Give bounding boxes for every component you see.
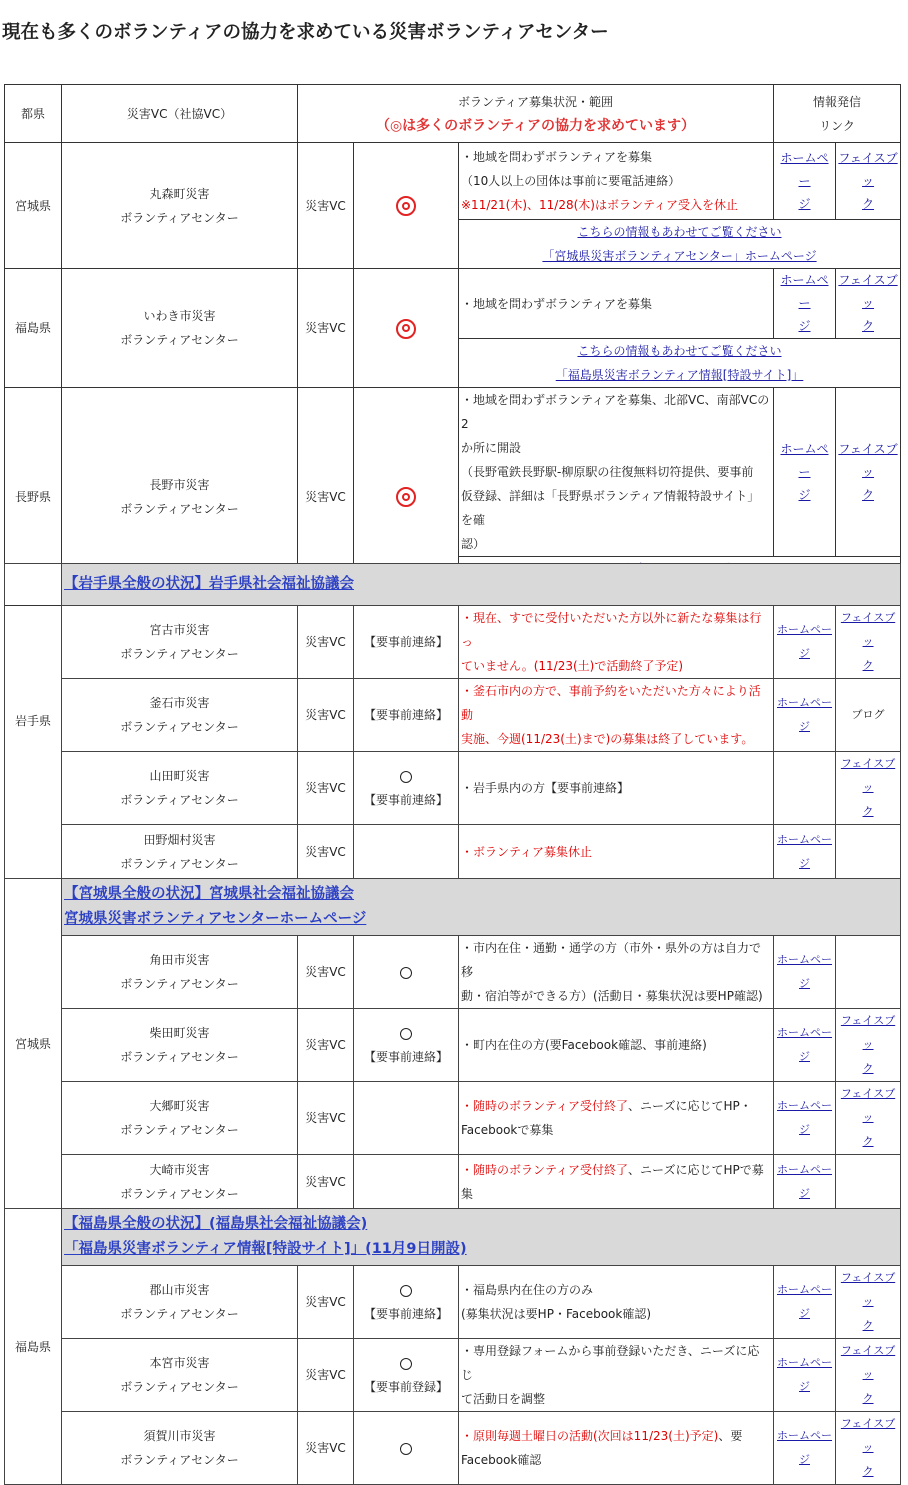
vc-name-suffix: ボランティアセンター xyxy=(120,1123,239,1137)
homepage-link-cell[interactable] xyxy=(774,606,836,679)
homepage-link-cell xyxy=(774,752,836,825)
table-row xyxy=(5,825,901,879)
facebook-link-cell[interactable] xyxy=(836,1082,901,1155)
facebook-link-cell[interactable] xyxy=(836,269,901,339)
more-info-cell[interactable] xyxy=(459,339,901,388)
table-row xyxy=(5,679,901,752)
vc-name: 長野市災害 xyxy=(149,477,210,492)
header-status-title: ボランティア募集状況・範囲 xyxy=(457,94,614,109)
facebook-link[interactable]: フェイスブッ ク xyxy=(840,1271,896,1332)
table-row xyxy=(5,752,901,825)
circle-icon xyxy=(356,764,456,788)
vc-name: 須賀川市災害 xyxy=(143,1429,216,1443)
facebook-link-cell[interactable] xyxy=(836,1412,901,1485)
recruit-desc xyxy=(459,936,774,1009)
desc-line: Facebook確認 xyxy=(461,1453,542,1467)
recruit-desc: ・町内在住の方(要Facebook確認、事前連絡) xyxy=(459,1009,774,1082)
desc-line: ・福島県内在住の方のみ xyxy=(461,1283,594,1297)
vc-name-cell xyxy=(62,936,298,1009)
table-row xyxy=(5,1339,901,1412)
vc-name: 大崎市災害 xyxy=(149,1162,210,1177)
facebook-link[interactable]: フェイスブッ ク xyxy=(840,1344,896,1405)
homepage-link[interactable]: ホームペー ジ xyxy=(777,1356,832,1393)
header-info-link: リンク xyxy=(819,118,855,133)
desc-line: Facebookで募集 xyxy=(461,1123,554,1137)
desc-line: ・地域を問わずボランティアを募集、北部VC、南部VCの2 xyxy=(461,393,770,431)
facebook-link[interactable]: フェイスブッ ク xyxy=(838,441,898,502)
desc-line-red: ※11/21(木)、11/28(木)はボランティア受入を休止 xyxy=(461,198,738,212)
homepage-link-cell[interactable] xyxy=(774,1009,836,1082)
section-header xyxy=(62,564,901,606)
header-status xyxy=(298,85,774,143)
desc-line: か所に開設 xyxy=(461,441,522,455)
circle-icon xyxy=(354,1412,459,1485)
facebook-link-cell xyxy=(836,1155,901,1209)
vc-name-suffix: ボランティアセンター xyxy=(120,210,239,225)
vc-name: 山田町災害 xyxy=(149,769,210,783)
facebook-link[interactable]: フェイスブッ ク xyxy=(840,1014,896,1075)
recruit-desc xyxy=(459,1082,774,1155)
vc-name-suffix: ボランティアセンター xyxy=(120,501,239,516)
section-link[interactable]: 【宮城県全般の状況】宮城県社会福祉協議会 xyxy=(64,886,354,902)
double-circle-icon xyxy=(354,143,459,269)
circle-icon xyxy=(356,1278,456,1302)
requirement-label: 【要事前登録】 xyxy=(363,1380,448,1394)
desc-line: 実施、今週(11/23(土)まで)の募集は終了しています。 xyxy=(461,732,754,746)
desc-line: ・市内在住・通勤・通学の方（市外・県外の方は自力で移 xyxy=(461,941,762,979)
vc-name-cell xyxy=(62,1082,298,1155)
recruit-desc xyxy=(459,679,774,752)
vc-name: 本宮市災害 xyxy=(149,1356,210,1370)
desc-line: て活動日を調整 xyxy=(461,1392,546,1406)
vc-type: 災害VC xyxy=(298,1009,354,1082)
homepage-link[interactable]: ホームペー ジ xyxy=(777,623,832,660)
requirement-cell: 【要事前連絡】 xyxy=(354,606,459,679)
facebook-link-cell[interactable] xyxy=(836,1339,901,1412)
vc-type: 災害VC xyxy=(298,1266,354,1339)
homepage-link[interactable]: ホームペー ジ xyxy=(780,441,829,502)
double-circle-icon xyxy=(354,269,459,388)
requirement-cell xyxy=(354,1155,459,1209)
vc-type: 災害VC xyxy=(298,269,354,388)
table-row xyxy=(5,1412,901,1485)
vc-type: 災害VC xyxy=(298,679,354,752)
homepage-link-cell[interactable] xyxy=(774,936,836,1009)
desc-line: 仮登録、詳細は「長野県ボランティア情報特設サイト」を確 xyxy=(461,489,760,527)
section-site-link[interactable]: 「福島県災害ボランティア情報[特設サイト]」(11月9日開設) xyxy=(64,1241,467,1257)
desc-line: ていません。(11/23(土)で活動終了予定) xyxy=(461,659,684,673)
table-row xyxy=(5,1009,901,1082)
table-row xyxy=(5,936,901,1009)
recruit-desc xyxy=(459,388,774,557)
pref-cell: 宮城県 xyxy=(5,879,62,1209)
more-info-site-link[interactable]: 「宮城県災害ボランティアセンター」ホームページ xyxy=(542,249,817,263)
desc-line: (募集状況は要HP・Facebook確認) xyxy=(461,1307,652,1321)
desc-line: （長野電鉄長野駅-柳原駅の往復無料切符提供、要事前 xyxy=(461,465,754,479)
more-info-site-link[interactable]: 「福島県災害ボランティア情報[特設サイト]」 xyxy=(555,368,804,382)
desc-line: ・釜石市内の方で、事前予約をいただいた方々により活動 xyxy=(461,684,761,722)
section-header-row xyxy=(5,1209,901,1266)
table-row xyxy=(5,606,901,679)
vc-name-suffix: ボランティアセンター xyxy=(120,647,239,661)
homepage-link-cell[interactable] xyxy=(774,1155,836,1209)
vc-name-cell xyxy=(62,825,298,879)
requirement-cell xyxy=(354,1266,459,1339)
requirement-cell: 【要事前連絡】 xyxy=(354,679,459,752)
table-row xyxy=(5,388,901,557)
recruit-desc xyxy=(459,1412,774,1485)
facebook-link-cell[interactable] xyxy=(836,1009,901,1082)
facebook-link-cell[interactable] xyxy=(836,388,901,557)
homepage-link-cell[interactable] xyxy=(774,1412,836,1485)
vc-name-suffix: ボランティアセンター xyxy=(120,1453,239,1467)
vc-name-cell xyxy=(62,752,298,825)
vc-name: いわき市災害 xyxy=(143,309,216,323)
vc-name-cell xyxy=(62,606,298,679)
table-row xyxy=(5,1155,901,1209)
header-info xyxy=(774,85,901,143)
header-vc: 災害VC（社協VC） xyxy=(62,85,298,143)
more-info-link[interactable]: こちらの情報もあわせてご覧ください xyxy=(577,225,782,239)
pref-cell: 福島県 xyxy=(5,269,62,388)
vc-name-suffix: ボランティアセンター xyxy=(120,1186,239,1201)
header-status-note: （◎は多くのボランティアの協力を求めています） xyxy=(375,117,696,134)
vc-name-cell xyxy=(62,1266,298,1339)
page-title: 現在も多くのボランティアの協力を求めている災害ボランティアセンター xyxy=(2,22,609,43)
facebook-link-cell[interactable] xyxy=(836,143,901,220)
circle-icon xyxy=(356,1021,456,1045)
table-row xyxy=(5,269,901,339)
homepage-link-cell[interactable] xyxy=(774,1339,836,1412)
homepage-link-cell[interactable] xyxy=(774,1082,836,1155)
facebook-link[interactable]: フェイスブッ ク xyxy=(840,1087,896,1148)
requirement-cell xyxy=(354,1009,459,1082)
desc-line: 、要 xyxy=(718,1429,743,1443)
recruit-desc xyxy=(459,606,774,679)
more-info-cell[interactable] xyxy=(459,220,901,269)
blog-link[interactable]: ブログ xyxy=(851,708,885,721)
recruit-desc xyxy=(459,1155,774,1209)
requirement-label: 【要事前連絡】 xyxy=(363,1050,448,1064)
facebook-link-cell xyxy=(836,825,901,879)
vc-type: 災害VC xyxy=(298,1412,354,1485)
vc-name-suffix: ボランティアセンター xyxy=(120,1050,239,1064)
requirement-cell xyxy=(354,1082,459,1155)
vc-name: 柴田町災害 xyxy=(149,1026,210,1040)
homepage-link-cell[interactable] xyxy=(774,679,836,752)
desc-line: 認） xyxy=(461,537,486,551)
section-header-row xyxy=(5,879,901,936)
vc-name-cell xyxy=(62,269,298,388)
featured-vc-table xyxy=(4,84,901,606)
vc-name-cell xyxy=(62,1339,298,1412)
vc-name: 郡山市災害 xyxy=(149,1283,210,1297)
vc-name: 釜石市災害 xyxy=(149,696,210,710)
facebook-link[interactable]: フェイスブッ ク xyxy=(840,1417,896,1478)
vc-name-cell xyxy=(62,1009,298,1082)
vc-type: 災害VC xyxy=(298,388,354,606)
vc-name-cell xyxy=(62,679,298,752)
homepage-link[interactable]: ホームペー ジ xyxy=(777,832,832,870)
desc-line: 、ニーズに応じてHPで募集 xyxy=(461,1162,764,1201)
blog-link-cell[interactable] xyxy=(836,679,901,752)
facebook-link-cell[interactable] xyxy=(836,752,901,825)
vc-type: 災害VC xyxy=(298,606,354,679)
header-pref: 都県 xyxy=(5,85,62,143)
desc-line: ・地域を問わずボランティアを募集 xyxy=(461,150,653,164)
vc-name-suffix: ボランティアセンター xyxy=(120,333,239,347)
table-row xyxy=(5,1266,901,1339)
vc-name-suffix: ボランティアセンター xyxy=(120,1380,239,1394)
requirement-cell xyxy=(354,1339,459,1412)
homepage-link[interactable]: ホームペー ジ xyxy=(777,1162,832,1200)
desc-line: 、ニーズに応じてHP・ xyxy=(628,1099,752,1113)
vc-name-suffix: ボランティアセンター xyxy=(120,793,239,807)
recruit-desc: ・岩手県内の方【要事前連絡】 xyxy=(459,752,774,825)
vc-type: 災害VC xyxy=(298,1155,354,1209)
recruit-desc xyxy=(459,143,774,220)
vc-name: 丸森町災害 xyxy=(149,186,210,201)
table-row xyxy=(5,143,901,220)
recruit-desc: ・ボランティア募集休止 xyxy=(459,825,774,879)
desc-line-red: ・随時のボランティア受付終了 xyxy=(461,1162,629,1177)
homepage-link[interactable]: ホームペー ジ xyxy=(777,696,832,733)
pref-cell: 岩手県 xyxy=(5,564,62,879)
facebook-link-cell[interactable] xyxy=(836,606,901,679)
section-header xyxy=(62,1209,901,1266)
circle-icon xyxy=(354,936,459,1009)
homepage-link-cell[interactable] xyxy=(774,388,836,557)
circle-icon xyxy=(356,1351,456,1375)
facebook-link-cell xyxy=(836,936,901,1009)
recruit-desc: ・地域を問わずボランティアを募集 xyxy=(459,269,774,339)
homepage-link[interactable]: ホームペー ジ xyxy=(780,150,829,211)
vc-name: 大郷町災害 xyxy=(149,1099,210,1113)
homepage-link[interactable]: ホームペー ジ xyxy=(777,953,832,990)
desc-line: （10人以上の団体は事前に要電話連絡） xyxy=(461,174,681,188)
vc-type: 災害VC xyxy=(298,752,354,825)
facebook-link[interactable]: フェイスブッ ク xyxy=(838,150,898,211)
section-link[interactable]: 【岩手県全般の状況】岩手県社会福祉協議会 xyxy=(64,576,354,592)
more-info-link[interactable]: こちらの情報もあわせてご覧ください xyxy=(577,344,782,358)
recruit-desc xyxy=(459,1339,774,1412)
vc-name-cell xyxy=(62,143,298,269)
homepage-link[interactable]: ホームペー ジ xyxy=(777,1429,832,1466)
pref-cell: 宮城県 xyxy=(5,143,62,269)
requirement-cell xyxy=(354,825,459,879)
vc-name-suffix: ボランティアセンター xyxy=(120,1307,239,1321)
desc-line-red: ・随時のボランティア受付終了 xyxy=(461,1099,629,1113)
vc-type: 災害VC xyxy=(298,1082,354,1155)
desc-line: ・専用登録フォームから事前登録いただき、ニーズに応じ xyxy=(461,1344,760,1382)
facebook-link[interactable]: フェイスブッ ク xyxy=(840,611,896,672)
requirement-cell xyxy=(354,752,459,825)
homepage-link-cell[interactable] xyxy=(774,269,836,339)
section-header xyxy=(62,879,901,936)
vc-type: 災害VC xyxy=(298,936,354,1009)
facebook-link[interactable]: フェイスブッ ク xyxy=(840,757,896,818)
homepage-link[interactable]: ホームペー ジ xyxy=(777,1099,832,1136)
table-row xyxy=(5,1082,901,1155)
vc-name-suffix: ボランティアセンター xyxy=(120,856,239,871)
facebook-link[interactable]: フェイスブッ ク xyxy=(838,273,898,333)
vc-name-cell xyxy=(62,1155,298,1209)
requirement-label: 【要事前連絡】 xyxy=(363,793,448,807)
desc-line: ・現在、すでに受付いただいた方以外に新たな募集は行っ xyxy=(461,611,762,649)
desc-line-red: ・原則毎週土曜日の活動(次回は11/23(土)予定) xyxy=(461,1429,719,1443)
recruit-desc xyxy=(459,1266,774,1339)
homepage-link[interactable]: ホームペー ジ xyxy=(777,1026,832,1063)
homepage-link[interactable]: ホームペー ジ xyxy=(780,273,829,333)
vc-name: 角田市災害 xyxy=(149,953,210,967)
vc-name-suffix: ボランティアセンター xyxy=(120,977,239,991)
homepage-link[interactable]: ホームペー ジ xyxy=(777,1283,832,1320)
homepage-link-cell[interactable] xyxy=(774,825,836,879)
vc-type: 災害VC xyxy=(298,1339,354,1412)
prefecture-vc-table xyxy=(4,563,901,1485)
section-link[interactable]: 【福島県全般の状況】(福島県社会福祉協議会) xyxy=(64,1216,368,1232)
vc-type: 災害VC xyxy=(298,825,354,879)
pref-cell: 長野県 xyxy=(5,388,62,606)
desc-line: 動・宿泊等ができる方）(活動日・募集状況は要HP確認) xyxy=(461,989,763,1003)
section-homepage-link[interactable]: 宮城県災害ボランティアセンターホームページ xyxy=(64,911,367,927)
homepage-link-cell[interactable] xyxy=(774,1266,836,1339)
vc-name-cell xyxy=(62,1412,298,1485)
pref-cell: 福島県 xyxy=(5,1209,62,1485)
requirement-label: 【要事前連絡】 xyxy=(363,1307,448,1321)
vc-type: 災害VC xyxy=(298,143,354,269)
vc-name: 田野畑村災害 xyxy=(143,832,216,847)
vc-name: 宮古市災害 xyxy=(149,623,210,637)
header-info-title: 情報発信 xyxy=(813,94,862,109)
homepage-link-cell[interactable] xyxy=(774,143,836,220)
facebook-link-cell[interactable] xyxy=(836,1266,901,1339)
section-header-row xyxy=(5,564,901,606)
vc-name-suffix: ボランティアセンター xyxy=(120,720,239,734)
